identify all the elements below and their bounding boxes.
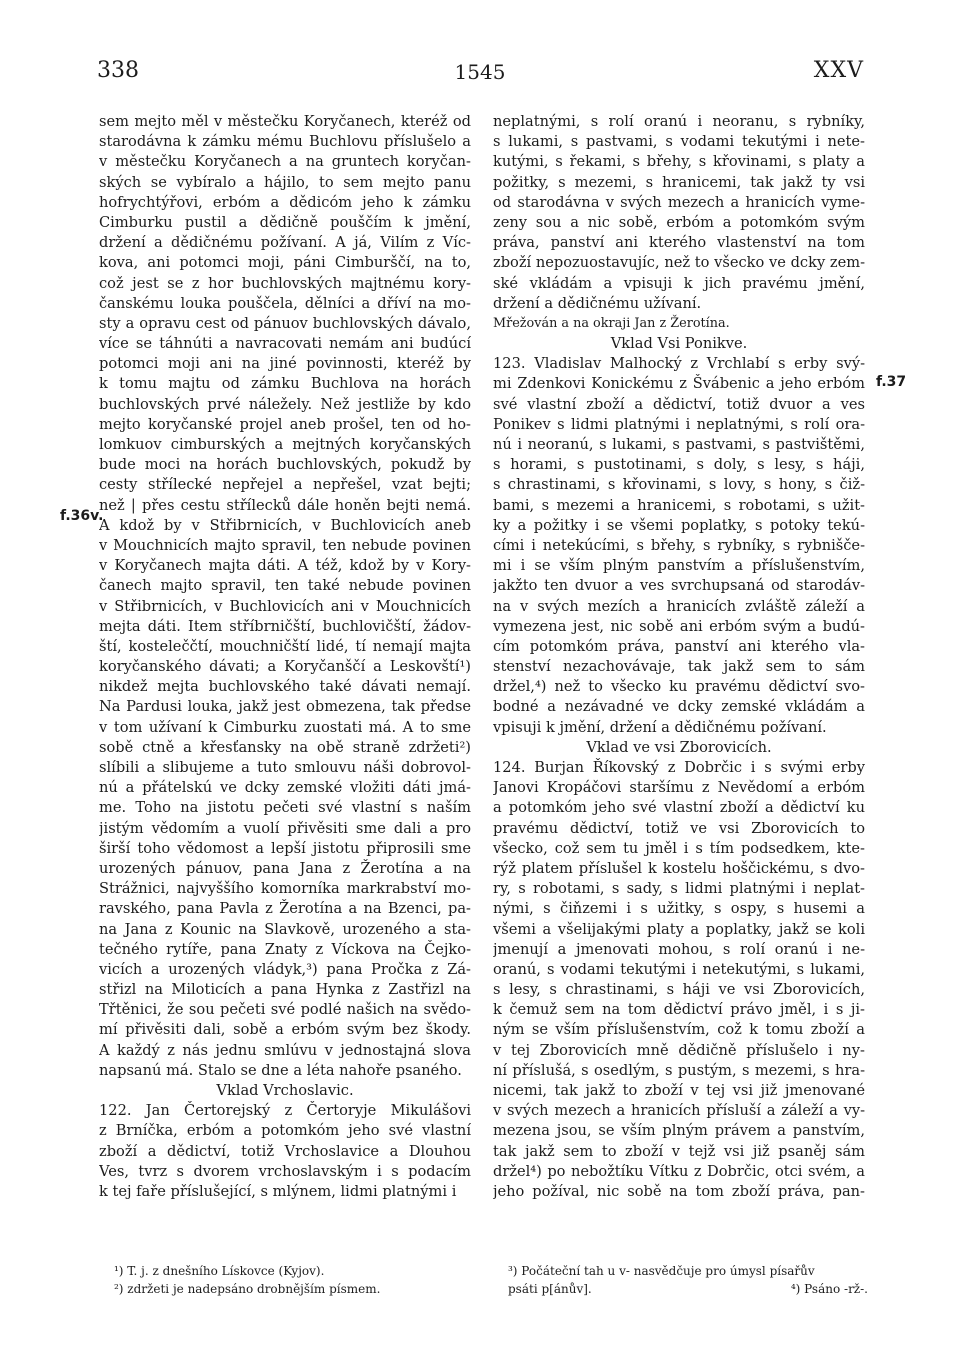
text-line: sem mejto měl v městečku Koryčanech, kteréž od	[99, 113, 471, 130]
text-line: v tom užívaní k Cimburku zuostati má. A to sme	[99, 718, 471, 736]
text-line: koryčanského dávati; a Koryčanščí a Leskovští¹)	[99, 658, 471, 676]
text-line: ky a požitky i se všemi poplatky, s potoky tekú-	[493, 516, 865, 534]
text-line: v Mouchnicích majto spravil, ten nebude povinen	[99, 536, 471, 554]
text-line: práva, panství ani kterého vlastenství na tom	[493, 234, 865, 252]
text-line: kova, ani potomci moji, páni Cimburščí, na to,	[99, 254, 471, 272]
text-line: ravského, pana Pavla z Žerotína a na Bzenci, pa-	[99, 900, 471, 918]
text-line: vymezena jest, nic sobě ani erbóm svým a budú-	[493, 617, 865, 635]
page-number: 338	[97, 58, 139, 83]
text-line: cími i netekúcími, s břehy, s rybníky, s rybnišče-	[493, 536, 865, 554]
text-line: starodávna k zámku mému Buchlovu příslušelo a	[99, 133, 471, 151]
text-line: nikdež mejta buchlovského také dávati nemají.	[99, 678, 471, 696]
text-line: Ponikev s lidmi platnými i neplatnými, s rolí ora-	[493, 415, 865, 433]
text-line: jistým vědomím a vuolí přivěsiti sme dali a pro	[99, 819, 471, 837]
text-line: k tej faře příslušející, s mlýnem, lidmi platnými i	[99, 1182, 457, 1200]
text-line: střizl na Miloticích a pana Hynka z Zastřizl na	[99, 981, 471, 999]
text-line: 124. Burjan Říkovský z Dobrčic i s svými erby	[493, 759, 865, 776]
text-line: k čemuž sem na tom dědictví právo jměl, i s ji-	[493, 1001, 865, 1019]
text-line: v Koryčanech majta dáti. A též, kdož by v Kory-	[99, 557, 471, 575]
text-line: jakžto ten dvuor a ves svrchupsaná od starodáv-	[493, 577, 865, 595]
text-line: lomkuov cimburských a mejtných koryčanských	[99, 436, 471, 453]
text-line: s lesy, s chrastinami, s háji ve vsi Zborovicích,	[493, 981, 865, 999]
text-line: potomci moji ani na jiné povinnosti, kteréž by	[99, 355, 471, 373]
text-line: tak jakž sem to zboží v tejž vsi již psaněj sám	[493, 1142, 865, 1160]
text-line: napsanú má. Stalo se dne a léta nahoře psaného.	[99, 1061, 462, 1079]
text-line: z Brníčka, erbóm a potomkóm jeho své vlastní	[99, 1122, 471, 1140]
text-line: hofrychtýřovi, erbóm a dědicóm jeho k zámku	[99, 193, 471, 211]
text-line: v Střibrnicích, v Buchlovicích ani v Mouchnicích	[99, 597, 471, 615]
text-line: urozených pánuov, pana Jana z Žerotína a na	[99, 859, 471, 877]
text-line: 122. Jan Čertorejský z Čertoryje Mikulášovi	[99, 1102, 471, 1120]
text-line: zeny sou a nic sobě, erbóm a potomkóm svým	[493, 213, 865, 231]
text-line: od starodávna v svých mezech a hranicích vyme-	[493, 193, 865, 211]
footnote-1: ¹) T. j. z dnešního Lískovce (Kyjov).	[114, 1264, 325, 1278]
text-line: mejto koryčanské projel aneb prošel, ten od ho-	[99, 415, 471, 433]
text-line: jeho požíval, nic sobě na tom zboží práva, pan-	[493, 1182, 865, 1200]
text-line: A kdož by v Střibrnicích, v Buchlovicích aneb	[99, 516, 471, 534]
text-line: rýž platem příslušel k kostelu hoščickému, s dvo-	[493, 859, 865, 877]
text-line: mezena jsou, se vším plným právem a panstvím,	[493, 1122, 865, 1140]
footnote-3-cont: psáti p[ánův].	[508, 1282, 592, 1296]
text-line: ských se vybíralo a hájilo, to sem mejto panu	[99, 173, 471, 191]
text-line: k tomu majtu od zámku Buchlova na horách	[99, 375, 471, 393]
footnote-2: ²) zdržeti je nadepsáno drobnějším písmem.	[114, 1282, 381, 1296]
text-line: v svých mezech a hranicích přísluší a záleží a vy-	[493, 1102, 865, 1120]
footnote-4: ⁴) Psáno -rž-.	[790, 1282, 868, 1296]
folio-note-left: f.36v.	[60, 508, 104, 524]
text-line: sobě ctně a křesťansky na obě straně zdržeti²)	[99, 738, 471, 756]
text-line: Cimburku pustil a dědičně pouščím k jmění,	[99, 213, 471, 231]
text-line: stenství nezachovávaje, tak jakž sem to sám	[493, 658, 865, 676]
text-line: s chrastinami, s křovinami, s lovy, s hony, s čiž-	[493, 476, 865, 494]
footnote-3: ³) Počáteční tah u v- nasvědčuje pro úmysl písařův	[508, 1264, 815, 1278]
text-line: ní příslušá, s osedlým, s pustým, s mezemi, s hra-	[493, 1061, 865, 1079]
text-line: ry, s robotami, s sady, s lidmi platnými i neplat-	[493, 880, 865, 898]
text-line: A každý z nás jednu smlúvu v jednostajná slova	[99, 1041, 471, 1059]
text-line: více se táhnúti a navracovati nemám ani budúcí	[99, 335, 471, 353]
text-line: 123. Vladislav Malhocký z Vrchlabí s erby svý-	[493, 355, 865, 373]
text-line: ské vkládám a vpisuji k jich pravému jmění,	[493, 274, 865, 292]
text-line: Vklad ve vsi Zborovicích.	[586, 738, 772, 756]
text-line: Strážnici, najvyššího komorníka markrabství mo-	[99, 880, 471, 898]
text-line: s horami, s pustotinami, s doly, s lesy, s háji,	[493, 456, 865, 474]
text-line: bami, s mezemi a hranicemi, s robotami, s užit-	[493, 496, 865, 514]
text-line: Janovi Kropáčovi staršímu z Nevědomí a erbóm	[493, 779, 865, 797]
text-line: ným se vším příslušenstvím, což k tomu zboží a	[493, 1021, 865, 1039]
footnotes-left	[114, 1262, 474, 1298]
text-line: vicích a urozených vládyk,³) pana Pročka z Zá-	[99, 960, 471, 978]
text-line: své vlastní zboží a dědictví, totiž dvuor a ves	[493, 395, 865, 413]
text-line: držení a dědičnému užívaní.	[493, 294, 702, 312]
text-line: sty a opravu cest od pánuov buchlovských dávalo,	[99, 314, 471, 332]
text-line: zboží nepozuostavujíc, než to všecko ve dcky zem-	[493, 254, 865, 272]
text-line: Na Pardusi louka, jakž jest obmezena, tak předse	[99, 698, 471, 716]
text-line: v tej Zborovicích mně dědičně příslušelo i ny-	[493, 1041, 865, 1059]
folio-note-right: f.37	[876, 374, 907, 390]
text-line: buchlovských prvé náležely. Než jestliže by kdo	[99, 395, 471, 413]
text-line: širší toho vědomost a lepší jistotu připrosili sme	[99, 839, 471, 857]
text-line: neplatnými, s rolí oranú i neoranu, s rybníky,	[493, 113, 865, 130]
text-line: vpisuji k jmění, držení a dědičnému požívaní.	[493, 718, 827, 736]
text-line: me. Toho na jistotu pečeti své vlastní s naším	[99, 799, 471, 817]
text-line: Vklad Vrchoslavic.	[216, 1082, 354, 1099]
text-line: tečného rytíře, pana Znaty z Víckova na Čejko-	[99, 940, 471, 958]
text-line: mi Zdenkovi Konickému z Švábenic a jeho erbóm	[493, 375, 865, 393]
text-line: držení a dědičnému požívaní. A já, Vilím z Víc-	[99, 234, 471, 252]
text-line: Vklad Vsi Ponikve.	[610, 335, 748, 353]
text-line: bodné a nezávadné ve dcky zemské vkládám a	[493, 698, 865, 716]
left-text-column	[99, 112, 471, 1202]
text-line: ští, kosteleččtí, mouchničští lidé, tí nemají majta	[99, 637, 471, 655]
text-line: Ves, tvrz s dvorem vrchoslavským i s podacím	[99, 1162, 471, 1180]
text-line: zboží a dědictví, totiž Vrchoslavice a Dlouhou	[99, 1142, 471, 1160]
text-line: mí přivěsiti dali, sobě a erbóm svým bez škody.	[99, 1021, 471, 1039]
footnotes-right	[508, 1262, 868, 1298]
text-line: nicemi, tak jakž to zboží v tej vsi již jmenované	[493, 1082, 865, 1099]
text-line: mejta dáti. Item stříbrničští, buchlovičští, žádov-	[99, 617, 471, 635]
text-line: držel,⁴) než to všecko ku pravému dědictví svo-	[493, 678, 865, 696]
text-line: oranú, s vodami tekutými i netekutými, s lukami,	[493, 960, 865, 978]
text-line: Třtěnici, že sou pečeti své podlé našich na svědo-	[99, 1001, 471, 1019]
text-line: nú i neoranú, s lukami, s pastvami, s pastvištěmi,	[493, 436, 865, 453]
text-line: kutými, s řekami, s břehy, s křovinami, s platy a	[493, 153, 865, 171]
text-line: bude moci na horách buchlovských, pokudž by	[99, 456, 471, 474]
text-line: Mřežován a na okraji Jan z Žerotína.	[493, 315, 730, 331]
page-year: 1545	[454, 60, 506, 84]
text-line: pravému dědictví, totiž ve vsi Zborovicích to	[493, 819, 865, 837]
right-text-column	[493, 112, 865, 1202]
text-line: mi i se vším plným panstvím a příslušenstvím,	[493, 557, 865, 575]
text-line: cím potomkóm práva, panství ani kterého vla-	[493, 637, 865, 655]
text-line: než | přes cestu střílecků dále honěn bejti nemá.	[99, 496, 471, 514]
footnote-row	[508, 1280, 868, 1298]
text-line: čanskému louka pouščela, dělníci a dříví na mo-	[99, 294, 471, 312]
text-line: v městečku Koryčanech a na gruntech koryčan-	[99, 153, 471, 171]
page-header	[0, 58, 960, 88]
text-line: nú a přátelskú ve dcky zemské vložiti dáti jmá-	[99, 779, 471, 797]
text-line: na Jana z Kounic na Slavkově, urozeného a sta-	[99, 920, 471, 938]
text-line: na v svých mezích a hranicích zvláště záleží a	[493, 597, 865, 615]
text-line: čanech majto spravil, ten také nebude povinen	[99, 577, 471, 595]
text-line: slíbili a slibujeme a tuto smlouvu náši dobrovol-	[99, 759, 471, 776]
text-line: což jest se z hor buchlovských majtnému kory-	[99, 274, 471, 292]
section-numeral: XXV	[813, 58, 864, 83]
text-line: s lukami, s pastvami, s vodami tekutými i nete-	[493, 133, 865, 151]
text-line: cesty střílecké nepřejel a nepřešel, vzat bejti;	[99, 476, 471, 494]
text-line: všecko, což sem tu jměl i s tím podsedkem, kte-	[493, 839, 865, 857]
text-line: držel⁴) po nebožtíku Vítku z Dobrčic, otci svém, a	[493, 1162, 865, 1180]
text-line: a potomkóm jeho své vlastní zboží a dědictví ku	[493, 799, 865, 817]
text-line: nými, s čiňzemi i s užitky, s ospy, s husemi a	[493, 900, 865, 918]
text-line: požitky, s mezemi, s hranicemi, tak jakž ty vsi	[493, 173, 865, 191]
text-line: jmenují a jmenovati mohou, s rolí oranú i ne-	[493, 940, 865, 958]
text-line: všemi a všelijakými platy a poplatky, jakž se koli	[493, 920, 865, 938]
